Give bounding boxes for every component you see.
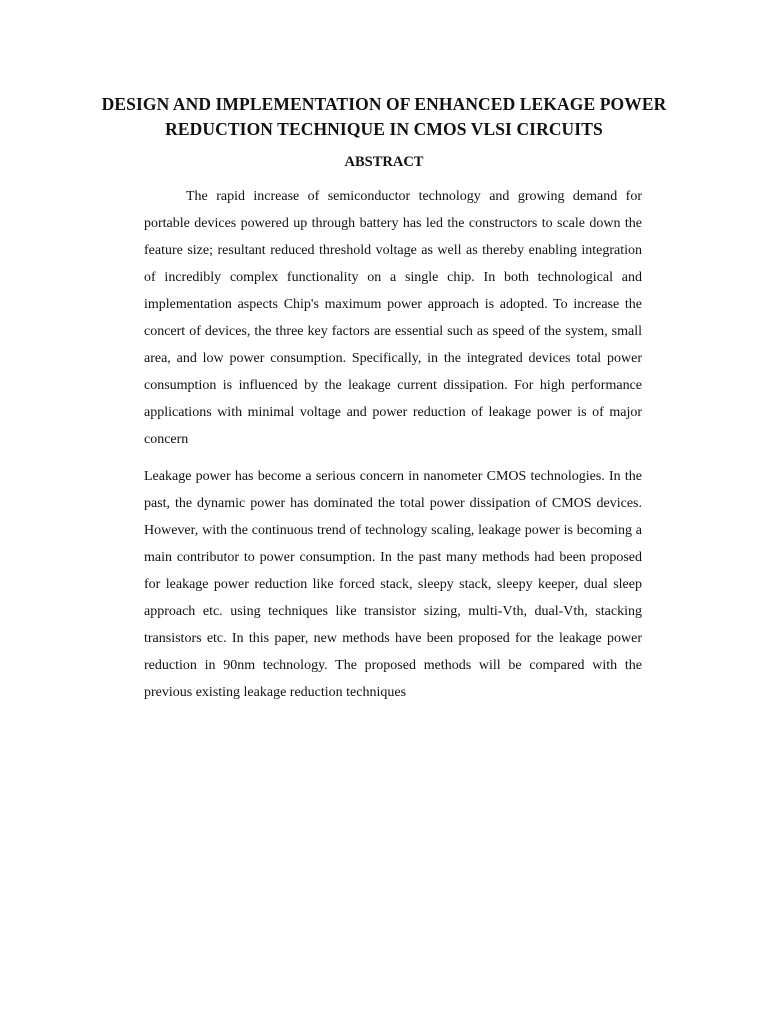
document-title: DESIGN AND IMPLEMENTATION OF ENHANCED LEKAGE POWER REDUCTION TECHNIQUE IN CMOS VLSI CIRCUITS: [101, 94, 667, 139]
abstract-paragraph-1: The rapid increase of semiconductor technology and growing demand for portable devices powered up through battery has led the constructors to scale down the feature size; resultant reduced threshold voltage as well as thereby enabling integration of incredibly complex functionality on a single chip. In both technological and implementation aspects Chip's maximum power approach is adopted. To increase the concert of devices, the three key factors are essential such as speed of the system, small area, and low power consumption. Specifically, in the integrated devices total power consumption is influenced by the leakage current dissipation. For high performance applications with minimal voltage and power reduction of leakage power is of major concern: [144, 189, 642, 447]
abstract-paragraph-2: Leakage power has become a serious concern in nanometer CMOS technologies. In the past, the dynamic power has dominated the total power dissipation of CMOS devices. However, with the continuous trend of technology scaling, leakage power is becoming a main contributor to power consumption. In the past many methods had been proposed for leakage power reduction like forced stack, sleepy stack, sleepy keeper, dual sleep approach etc. using techniques like transistor sizing, multi-Vth, dual-Vth, stacking transistors etc. In this paper, new methods have been proposed for the leakage power reduction in 90nm technology. The proposed methods will be compared with the previous existing leakage reduction techniques: [144, 469, 642, 700]
abstract-heading: ABSTRACT: [344, 154, 424, 170]
